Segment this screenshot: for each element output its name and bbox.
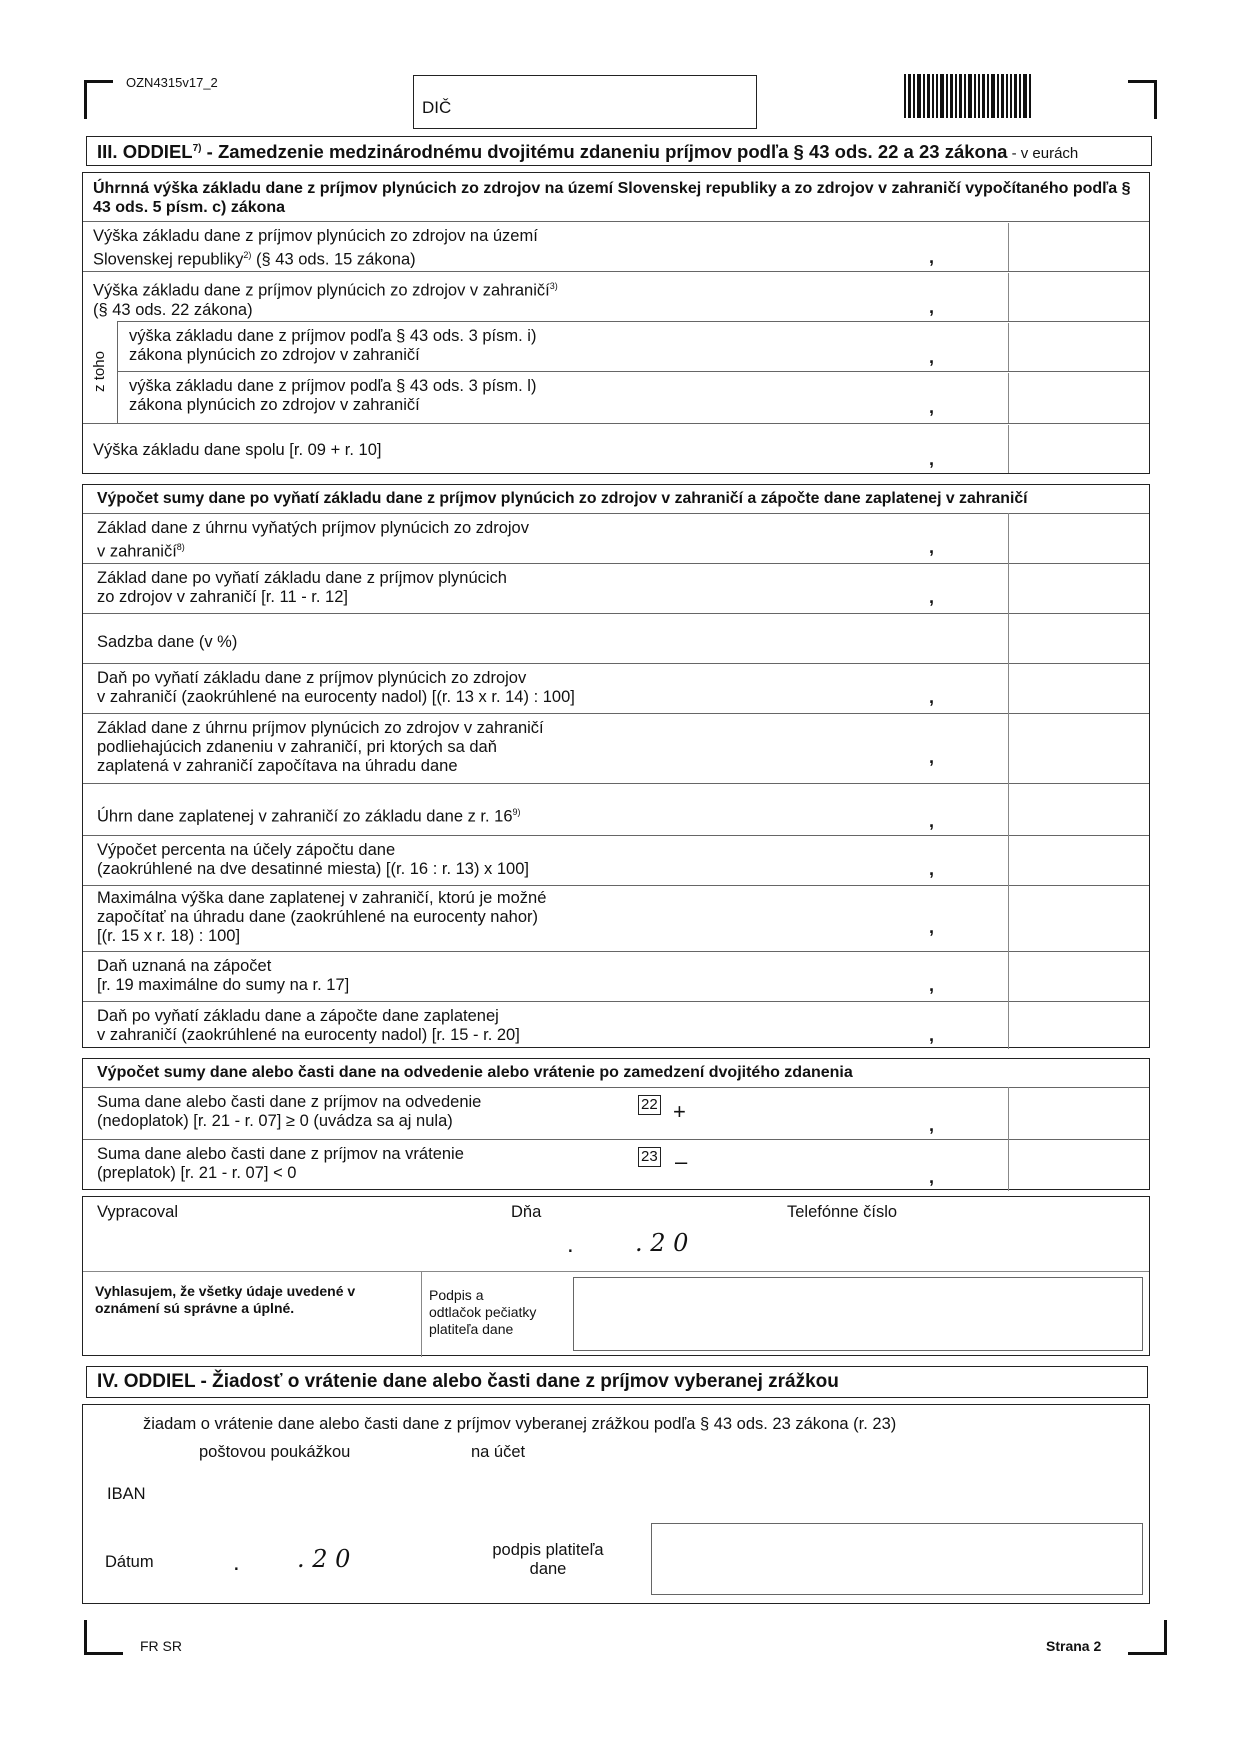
section3-title-sup: 7) bbox=[192, 142, 202, 154]
row-12-value-field[interactable] bbox=[629, 515, 1019, 561]
row-22-value-field[interactable] bbox=[703, 1089, 1023, 1137]
dic-label: DIČ bbox=[422, 98, 452, 117]
section4-title: IV. ODDIEL - Žiadosť o vrátenie dane alebo časti dane z príjmov vyberanej zrážkou bbox=[97, 1371, 839, 1392]
section4-title-bar bbox=[86, 1366, 1148, 1398]
refund-request-text: žiadam o vrátenie dane alebo časti dane z príjmov vyberanej zrážkou podľa § 43 ods. 23 zákona (r. 23) bbox=[143, 1415, 897, 1433]
postal-order-label: poštovou poukážkou bbox=[199, 1443, 351, 1461]
row-19-comma: , bbox=[929, 917, 935, 937]
corner-mark-bottom-right bbox=[1128, 1620, 1167, 1655]
row-23-label: Suma dane alebo časti dane z príjmov na vrátenie (preplatok) [r. 21 - r. 07] < 0 bbox=[97, 1145, 464, 1182]
vypracoval-label: Vypracoval bbox=[97, 1203, 179, 1221]
row-10b-label: výška základu dane z príjmov podľa § 43 ods. 3 písm. l) zákona plynúcich zo zdrojov v zahraničí bbox=[129, 377, 537, 414]
row-19-value-field[interactable] bbox=[629, 887, 1019, 949]
section3-title-unit: - v eurách bbox=[1007, 145, 1079, 162]
row-16-value-field[interactable] bbox=[629, 715, 1019, 781]
telefon-label: Telefónne číslo bbox=[787, 1203, 898, 1221]
row-14-value-field[interactable] bbox=[629, 615, 1019, 661]
row-21-value-field[interactable] bbox=[629, 1003, 1019, 1047]
row-14-label: Sadzba dane (v %) bbox=[97, 633, 238, 651]
row-20-value-field[interactable] bbox=[629, 953, 1019, 999]
section3-title-main: III. ODDIEL bbox=[97, 141, 193, 162]
dna-label: Dňa bbox=[511, 1203, 542, 1221]
corner-mark-bottom-left bbox=[84, 1620, 123, 1655]
iban-field[interactable] bbox=[163, 1475, 1143, 1515]
row-23-comma: , bbox=[929, 1167, 935, 1187]
row-17-label: Úhrn dane zaplatenej v zahraničí zo základu dane z r. 16$^{9)}$ bbox=[97, 807, 521, 826]
podpis-label: Podpis a odtlačok pečiatky platiteľa dane bbox=[429, 1287, 537, 1337]
iban-label: IBAN bbox=[107, 1485, 146, 1503]
block1-header: Úhrnná výška základu dane z príjmov plynúcich zo zdrojov na území Slovenskej republiky a zo zdrojov v zahraničí vypočítaného podľa § 43 ods. 5 písm. c) zákona bbox=[93, 180, 1131, 216]
row-10b-value-field[interactable] bbox=[629, 373, 1019, 421]
row-09-label: Výška základu dane z príjmov plynúcich zo zdrojov na území Slovenskej republiky$^{2)}$ (§ 43 ods. 15 zákona) bbox=[93, 227, 538, 269]
row-20-label: Daň uznaná na zápočet [r. 19 maximálne do sumy na r. 17] bbox=[97, 957, 350, 994]
row-11-label: Výška základu dane spolu [r. 09 + r. 10] bbox=[93, 441, 382, 459]
datum-label: Dátum bbox=[105, 1553, 154, 1571]
row-18-value-field[interactable] bbox=[629, 837, 1019, 883]
row-09-value-field[interactable] bbox=[629, 223, 1019, 269]
section4-block bbox=[82, 1404, 1150, 1604]
row-12-label: Základ dane z úhrnu vyňatých príjmov plynúcich zo zdrojov v zahraničí$^{8)}$ bbox=[97, 519, 529, 561]
row-23-value-field[interactable] bbox=[703, 1141, 1023, 1189]
row-23-number: 23 bbox=[638, 1147, 661, 1167]
dic-field[interactable] bbox=[413, 75, 757, 129]
corner-mark-top-left bbox=[84, 80, 113, 119]
row-10a-value-field[interactable] bbox=[629, 323, 1019, 369]
account-label: na účet bbox=[471, 1443, 526, 1461]
row-16-label: Základ dane z úhrnu príjmov plynúcich zo zdrojov v zahraničí podliehajúcich zdaneniu v zahraničí, pri ktorých sa daň zaplatená v zahraničí započítava na úhradu dane bbox=[97, 719, 544, 775]
row-16-comma: , bbox=[929, 747, 935, 767]
account-checkbox[interactable] bbox=[449, 1439, 469, 1459]
row-20-comma: , bbox=[929, 975, 935, 995]
vypracoval-field[interactable] bbox=[93, 1223, 493, 1263]
barcode bbox=[904, 74, 1033, 118]
datum-date-year: . 2 0 bbox=[297, 1545, 351, 1573]
section3-title bbox=[86, 136, 1152, 166]
row-13-label: Základ dane po vyňatí základu dane z príjmov plynúcich zo zdrojov v zahraničí [r. 11 - r. 12] bbox=[97, 569, 507, 606]
row-13-value-field[interactable] bbox=[629, 565, 1019, 611]
signature-block bbox=[82, 1196, 1150, 1356]
row-23-sign: – bbox=[675, 1149, 688, 1174]
dna-date-dot: . bbox=[567, 1231, 574, 1258]
row-10b-comma: , bbox=[929, 397, 935, 417]
z-toho-label: z toho bbox=[90, 351, 108, 392]
block1 bbox=[82, 172, 1150, 474]
row-21-label: Daň po vyňatí základu dane a zápočte dane zaplatenej v zahraničí (zaokrúhlené na eurocenty nadol) [r. 15 - r. 20] bbox=[97, 1007, 520, 1044]
row-15-label: Daň po vyňatí základu dane z príjmov plynúcich zo zdrojov v zahraničí (zaokrúhlené na eurocenty nadol) [(r. 13 x r. 14) : 100] bbox=[97, 669, 575, 706]
row-17-comma: , bbox=[929, 811, 935, 831]
row-13-comma: , bbox=[929, 587, 935, 607]
row-09-comma: , bbox=[929, 247, 935, 267]
signature-field[interactable] bbox=[573, 1277, 1143, 1351]
row-22-sign: + bbox=[673, 1099, 686, 1124]
block3-header: Výpočet sumy dane alebo časti dane na odvedenie alebo vrátenie po zamedzení dvojitého zdanenia bbox=[97, 1064, 853, 1081]
row-19-label: Maximálna výška dane zaplatenej v zahraničí, ktorú je možné započítať na úhradu dane (zaokrúhlené na eurocenty nahor) [(r. 15 x r. 18) : 100] bbox=[97, 889, 547, 945]
telefon-field[interactable] bbox=[783, 1225, 1133, 1265]
row-10a-label: výška základu dane z príjmov podľa § 43 ods. 3 písm. i) zákona plynúcich zo zdrojov v zahraničí bbox=[129, 327, 537, 364]
block2-header: Výpočet sumy dane po vyňatí základu dane z príjmov plynúcich zo zdrojov v zahraničí a zápočte dane zaplatenej v zahraničí bbox=[97, 490, 1028, 507]
refund-signature-label: podpis platiteľa dane bbox=[492, 1541, 604, 1578]
row-21-comma: , bbox=[929, 1025, 935, 1045]
row-10a-comma: , bbox=[929, 347, 935, 367]
vyhlasujem-text: Vyhlasujem, že všetky údaje uvedené v oznámení sú správne a úplné. bbox=[95, 1283, 356, 1316]
dna-date-year: . 2 0 bbox=[635, 1229, 689, 1257]
row-12-comma: , bbox=[929, 537, 935, 557]
row-18-comma: , bbox=[929, 859, 935, 879]
footer-page-number: Strana 2 bbox=[1046, 1638, 1102, 1654]
refund-signature-field[interactable] bbox=[651, 1523, 1143, 1595]
datum-date-dot: . bbox=[233, 1549, 240, 1576]
row-17-value-field[interactable] bbox=[629, 785, 1019, 833]
row-22-label: Suma dane alebo časti dane z príjmov na odvedenie (nedoplatok) [r. 21 - r. 07] ≥ 0 (uvádza sa aj nula) bbox=[97, 1093, 482, 1130]
row-11-comma: , bbox=[929, 449, 935, 469]
row-22-number: 22 bbox=[638, 1095, 661, 1115]
section3-title-rest: - Zamedzenie medzinárodnému dvojitému zdaneniu príjmov podľa § 43 ods. 22 a 23 zákona bbox=[201, 141, 1008, 162]
row-22-comma: , bbox=[929, 1115, 935, 1135]
row-10-label: Výška základu dane z príjmov plynúcich zo zdrojov v zahraničí$^{3)}$ (§ 43 ods. 22 zákona) bbox=[93, 281, 558, 319]
row-15-comma: , bbox=[929, 687, 935, 707]
corner-mark-top-right bbox=[1128, 80, 1157, 119]
row-15-value-field[interactable] bbox=[629, 665, 1019, 711]
footer-left: FR SR bbox=[140, 1638, 182, 1654]
row-10-comma: , bbox=[929, 297, 935, 317]
row-10-value-field[interactable] bbox=[629, 273, 1019, 319]
block2 bbox=[82, 484, 1150, 1048]
form-code: OZN4315v17_2 bbox=[126, 75, 218, 90]
block3 bbox=[82, 1058, 1150, 1190]
row-11-value-field[interactable] bbox=[629, 425, 1019, 471]
row-18-label: Výpočet percenta na účely zápočtu dane (zaokrúhlené na dve desatinné miesta) [(r. 16 : r. 13) x 100] bbox=[97, 841, 529, 878]
